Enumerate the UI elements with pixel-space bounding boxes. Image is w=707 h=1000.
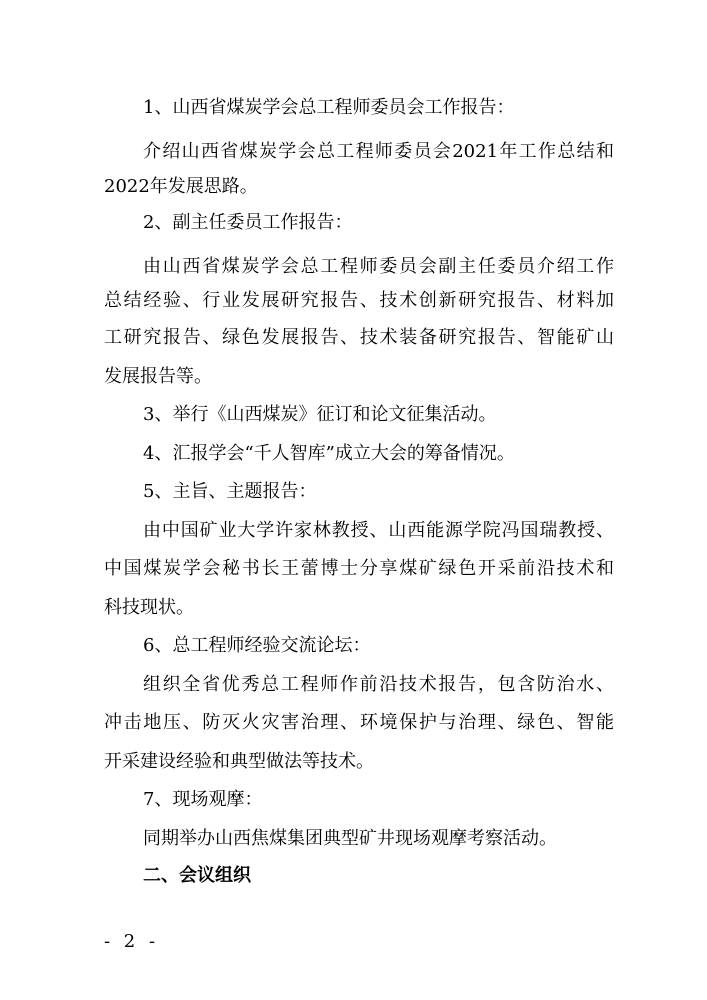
item-1-heading: 1、山西省煤炭学会总工程师委员会工作报告：	[143, 97, 515, 118]
item-2-text-line: 总结经验、行业发展研究报告、技术创新研究报告、材料加	[104, 290, 614, 311]
item-6-heading: 6、总工程师经验交流论坛：	[143, 635, 371, 656]
item-2-heading: 2、副主任委员工作报告：	[143, 212, 353, 233]
item-1-text-line: 介绍山西省煤炭学会总工程师委员会2021年工作总结和	[143, 141, 614, 162]
item-7-text-line: 同期举办山西焦煤集团典型矿井现场观摩考察活动。	[143, 828, 557, 849]
item-1-text-line: 2022年发展思路。	[104, 176, 258, 197]
item-6-text-line: 开采建设经验和典型做法等技术。	[104, 751, 374, 772]
item-7-heading: 7、现场观摩：	[143, 789, 263, 810]
page-number: - 2 -	[104, 931, 160, 952]
item-5-text-line: 中国煤炭学会秘书长王蕾博士分享煤矿绿色开采前沿技术和	[104, 558, 614, 579]
item-3-heading: 3、举行《山西煤炭》征订和论文征集活动。	[143, 404, 497, 425]
item-5-text-line: 由中国矿业大学许家林教授、山西能源学院冯国瑞教授、	[143, 520, 614, 541]
item-6-text-line: 冲击地压、防灭火灾害治理、环境保护与治理、绿色、智能	[104, 712, 614, 733]
item-4-heading: 4、汇报学会“千人智库”成立大会的筹备情况。	[143, 443, 515, 464]
item-5-heading: 5、主旨、主题报告：	[143, 481, 317, 502]
item-2-text-line: 发展报告等。	[104, 366, 212, 387]
item-6-text-line: 组织全省优秀总工程师作前沿技术报告，包含防治水、	[143, 674, 614, 695]
item-5-text-line: 科技现状。	[104, 597, 194, 618]
item-2-text-line: 工研究报告、绿色发展报告、技术装备研究报告、智能矿山	[104, 327, 614, 348]
section-heading: 二、会议组织	[143, 865, 251, 886]
item-2-text-line: 由山西省煤炭学会总工程师委员会副主任委员介绍工作	[143, 256, 614, 277]
